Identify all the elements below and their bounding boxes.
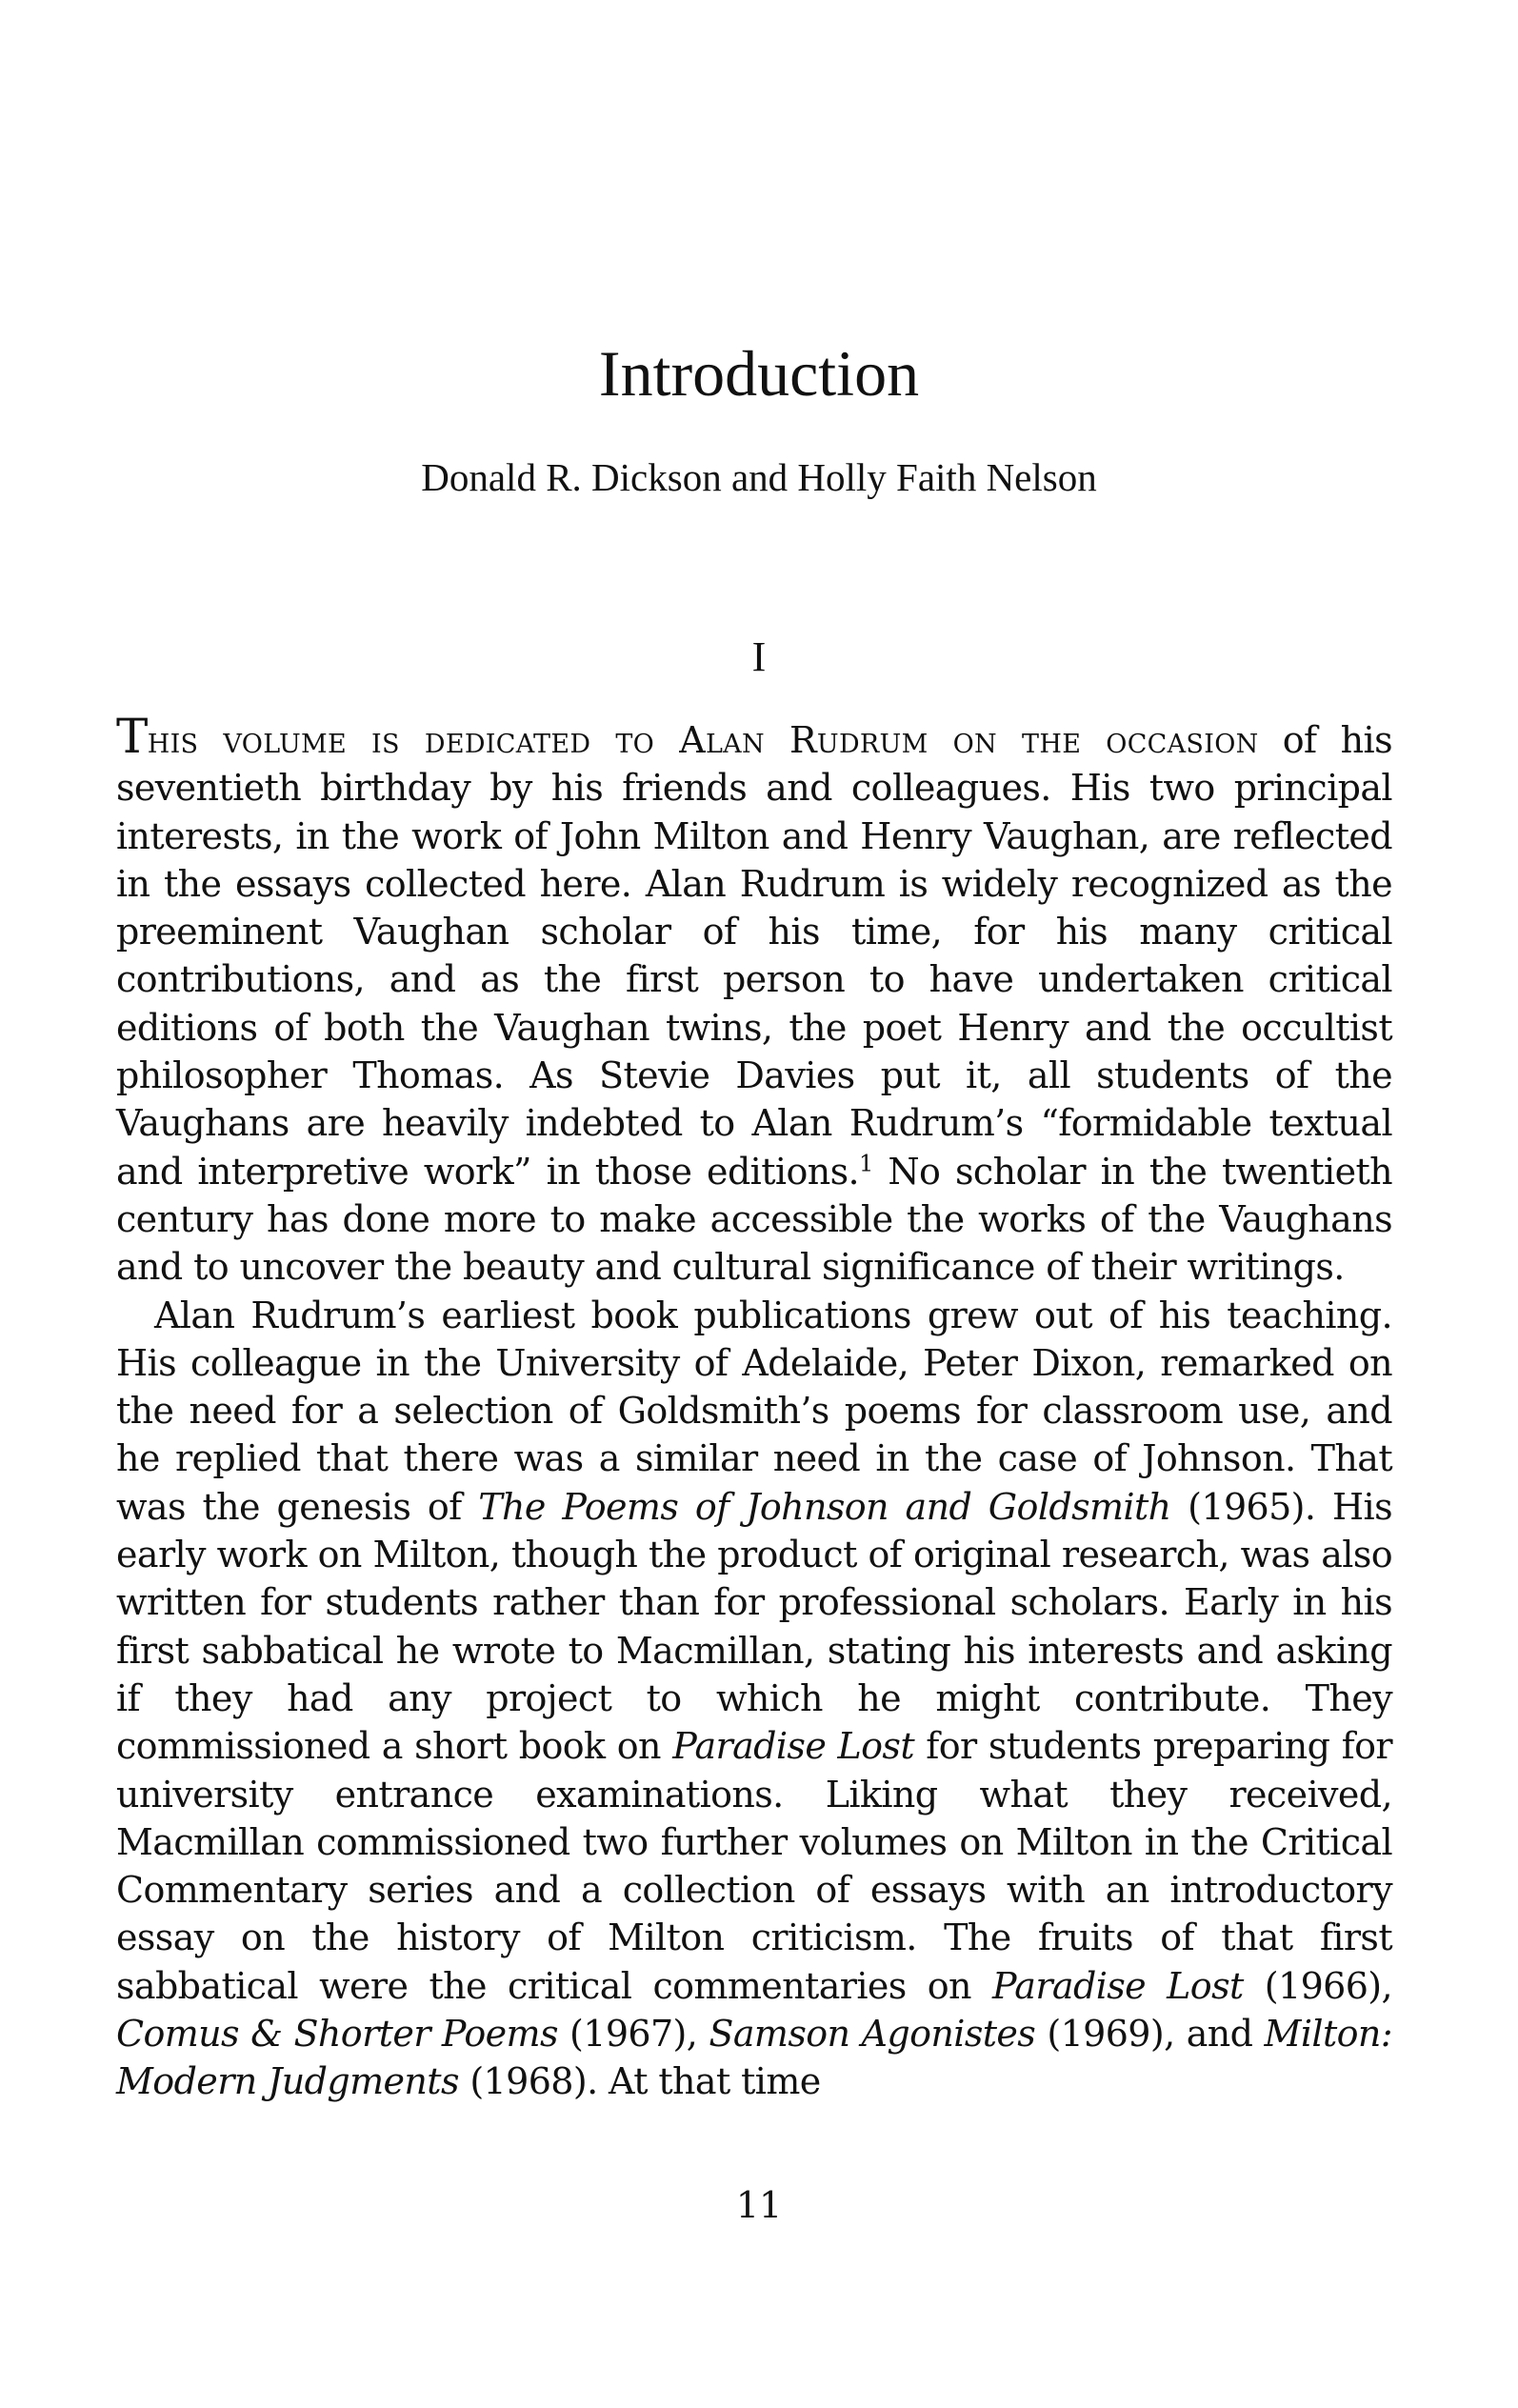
section-number: I: [751, 633, 767, 680]
paragraph-1: [116, 709, 1392, 1292]
paragraph-2-seg-3: for students preparing for university entrance examinations. Liking what they received, Macmillan commissioned two further volumes on Milton in the Critical Commentary series and a collection of essays with an introductory essay on the history of Milton criticism. The fruits of that first sabbatical were the critical commentaries on: [116, 1725, 1392, 2007]
book-title-paradise-lost: Paradise Lost: [672, 1725, 914, 1768]
body-text: [116, 709, 1393, 2106]
footnote-reference: 1: [858, 1150, 873, 1177]
paragraph-2-seg-1: Alan Rudrum’s earliest book publications grew out of his teaching. His colleague in the University of Adelaide, Peter Dixon, remarked on the need for a selection of Goldsmith’s poems for classroom use, and he replied that there was a similar need in the case of Johnson. That was the genesis of: [116, 1294, 1392, 1528]
book-title-paradise-lost-commentary: Paradise Lost: [992, 1964, 1244, 2007]
paragraph-2-seg-6: (1969), and: [1035, 2013, 1265, 2056]
opening-small-caps: his volume is dedicated to Alan Rudrum on the occasion: [147, 719, 1259, 761]
book-title-comus: Comus & Shorter Poems: [116, 2013, 558, 2056]
chapter-authors: Donald R. Dickson and Holly Faith Nelson: [421, 455, 1097, 499]
paragraph-2-seg-5: (1967),: [557, 2013, 709, 2056]
paragraph-2: [116, 1292, 1392, 2106]
paragraph-2-seg-2: (1965). His early work on Milton, though the product of original research, was also written for students rather than for professional scholars. Early in his first sabbatical he wrote to Macmillan, stating his interests and asking if they had any project to which he might contribute. They commissioned a short book on: [116, 1485, 1392, 1768]
book-title-johnson-goldsmith: The Poems of Johnson and Goldsmith: [478, 1485, 1171, 1528]
paragraph-2-seg-7: (1968). At that time: [458, 2060, 821, 2103]
chapter-title: Introduction: [598, 337, 920, 410]
book-title-samson-agonistes: Samson Agonistes: [709, 2013, 1036, 2056]
paragraph-1-text-b: No scholar in the twentieth century has done more to make accessible the works of the Vaughans and to uncover the beauty and cultural significance of their writings.: [116, 1150, 1392, 1289]
page-number: 11: [735, 2184, 783, 2226]
paragraph-1-text-a: of his seventieth birthday by his friends and colleagues. His two principal interests, in the work of John Milton and Henry Vaughan, are reflected in the essays collected here. Alan Rudrum is widely recognized as the preeminent Vaughan scholar of his time, for his many critical contributions, and as the first person to have undertaken critical editions of both the Vaughan twins, the poet Henry and the occultist philosopher Thomas. As Stevie Davies put it, all students of the Vaughans are heavily indebted to Alan Rudrum’s “formidable textual and interpretive work” in those editions.: [116, 719, 1392, 1193]
paragraph-2-seg-4: (1966),: [1243, 1964, 1393, 2007]
book-title-milton-modern-judgments: Milton: Modern Judgments: [116, 2013, 1392, 2103]
drop-cap: T: [116, 709, 148, 764]
